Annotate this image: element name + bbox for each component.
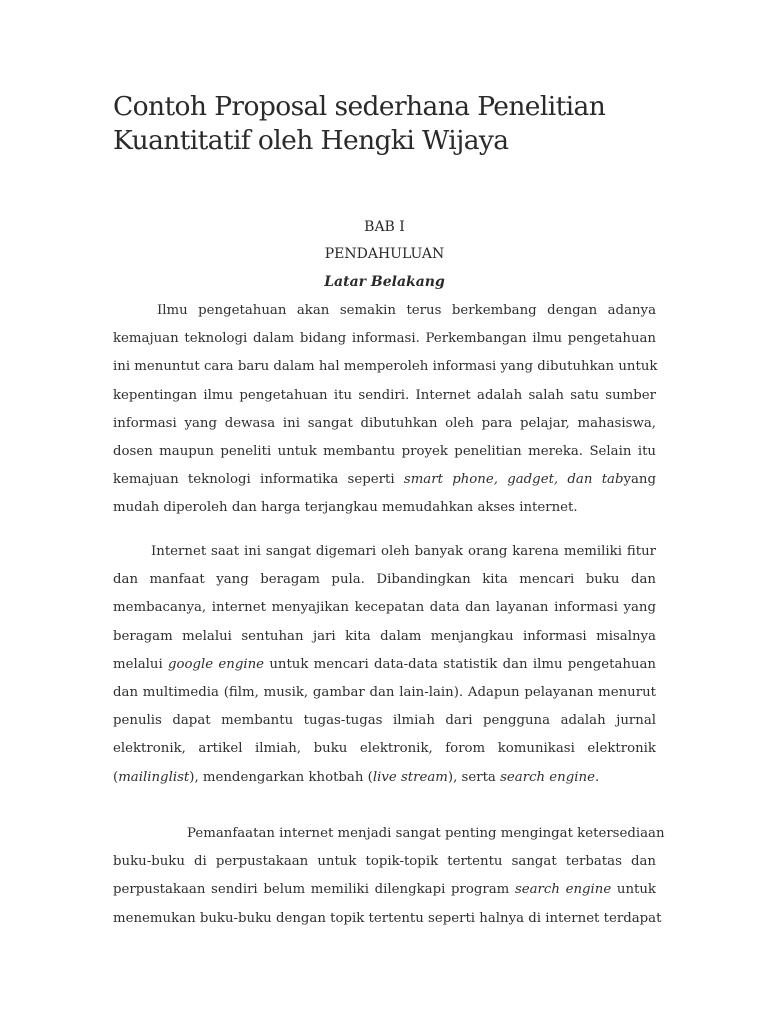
paragraph-line: dan manfaat yang beragam pula. Dibandingkan kita mencari buku dan: [113, 572, 656, 588]
text-run: perpustakaan sendiri belum memiliki dilengkapi program: [113, 882, 515, 898]
document-title: [113, 90, 673, 158]
paragraph-line: elektronik, artikel ilmiah, buku elektronik, forom komunikasi elektronik: [113, 741, 656, 757]
paragraph-line: membacanya, internet menyajikan kecepatan data dan layanan informasi yang: [113, 600, 656, 616]
text-run: kemajuan teknologi informatika seperti: [113, 472, 404, 488]
paragraph-line: penulis dapat membantu tugas-tugas ilmiah dari pengguna adalah jurnal: [113, 713, 656, 729]
text-run: ), mendengarkan khotbah (: [189, 769, 373, 785]
paragraph-line: menemukan buku-buku dengan topik tertentu seperti halnya di internet terdapat: [113, 910, 662, 926]
paragraph-1: [113, 297, 656, 523]
paragraph-line: [113, 876, 656, 904]
italic-term: smart phone, gadget, dan tab: [403, 472, 624, 488]
title-line-1: Contoh Proposal sederhana Penelitian: [113, 91, 606, 122]
text-run: (: [113, 769, 119, 785]
text-run: .: [594, 769, 600, 785]
paragraph-line: informasi yang dewasa ini sangat dibutuhkan oleh para pelajar, mahasiswa,: [113, 415, 656, 431]
section-title: Latar Belakang: [324, 274, 445, 290]
text-run: melalui: [113, 656, 168, 672]
paragraph-line: [113, 651, 656, 679]
italic-term: search engine: [514, 882, 612, 898]
paragraph-line: [113, 466, 656, 494]
text-run: ), serta: [447, 769, 501, 785]
text-run: untuk: [611, 882, 656, 898]
paragraph-line: buku-buku di perpustakaan untuk topik-topik tertentu sangat terbatas dan: [113, 854, 656, 870]
paragraph-line: Pemanfaatan internet menjadi sangat penting mengingat ketersediaan: [187, 826, 665, 841]
paragraph-line: [113, 764, 656, 792]
italic-term: live stream: [372, 769, 448, 785]
paragraph-line: dan multimedia (film, musik, gambar dan lain-lain). Adapun pelayanan menurut: [113, 685, 656, 701]
paragraph-line: ini menuntut cara baru dalam hal memperoleh informasi yang dibutuhkan untuk: [113, 359, 658, 375]
text-run: untuk mencari data-data statistik dan ilmu pengetahuan: [264, 656, 656, 672]
italic-term: search engine: [500, 769, 595, 785]
paragraph-line: kepentingan ilmu pengetahuan itu sendiri. Internet adalah salah satu sumber: [113, 387, 656, 403]
italic-term: mailinglist: [118, 769, 190, 785]
paragraph-line: Internet saat ini sangat digemari oleh banyak orang karena memiliki fitur: [151, 544, 656, 559]
text-run: yang: [623, 472, 656, 488]
paragraph-line: dosen maupun peneliti untuk membantu proyek penelitian mereka. Selain itu: [113, 444, 656, 460]
chapter-number: BAB I: [364, 219, 405, 235]
paragraph-line: beragam melalui sentuhan jari kita dalam menjangkau informasi misalnya: [113, 628, 656, 644]
chapter-title: PENDAHULUAN: [324, 246, 445, 262]
paragraph-line: kemajuan teknologi dalam bidang informasi. Perkembangan ilmu pengetahuan: [113, 331, 656, 347]
title-line-2: Kuantitatif oleh Hengki Wijaya: [113, 125, 509, 156]
paragraph-2: [113, 538, 656, 792]
paragraph-line: Ilmu pengetahuan akan semakin terus berkembang dengan adanya: [157, 303, 656, 318]
paragraph-line: mudah diperoleh dan harga terjangkau memudahkan akses internet.: [113, 500, 578, 516]
paragraph-3: [113, 820, 665, 933]
italic-term: google engine: [168, 656, 265, 672]
